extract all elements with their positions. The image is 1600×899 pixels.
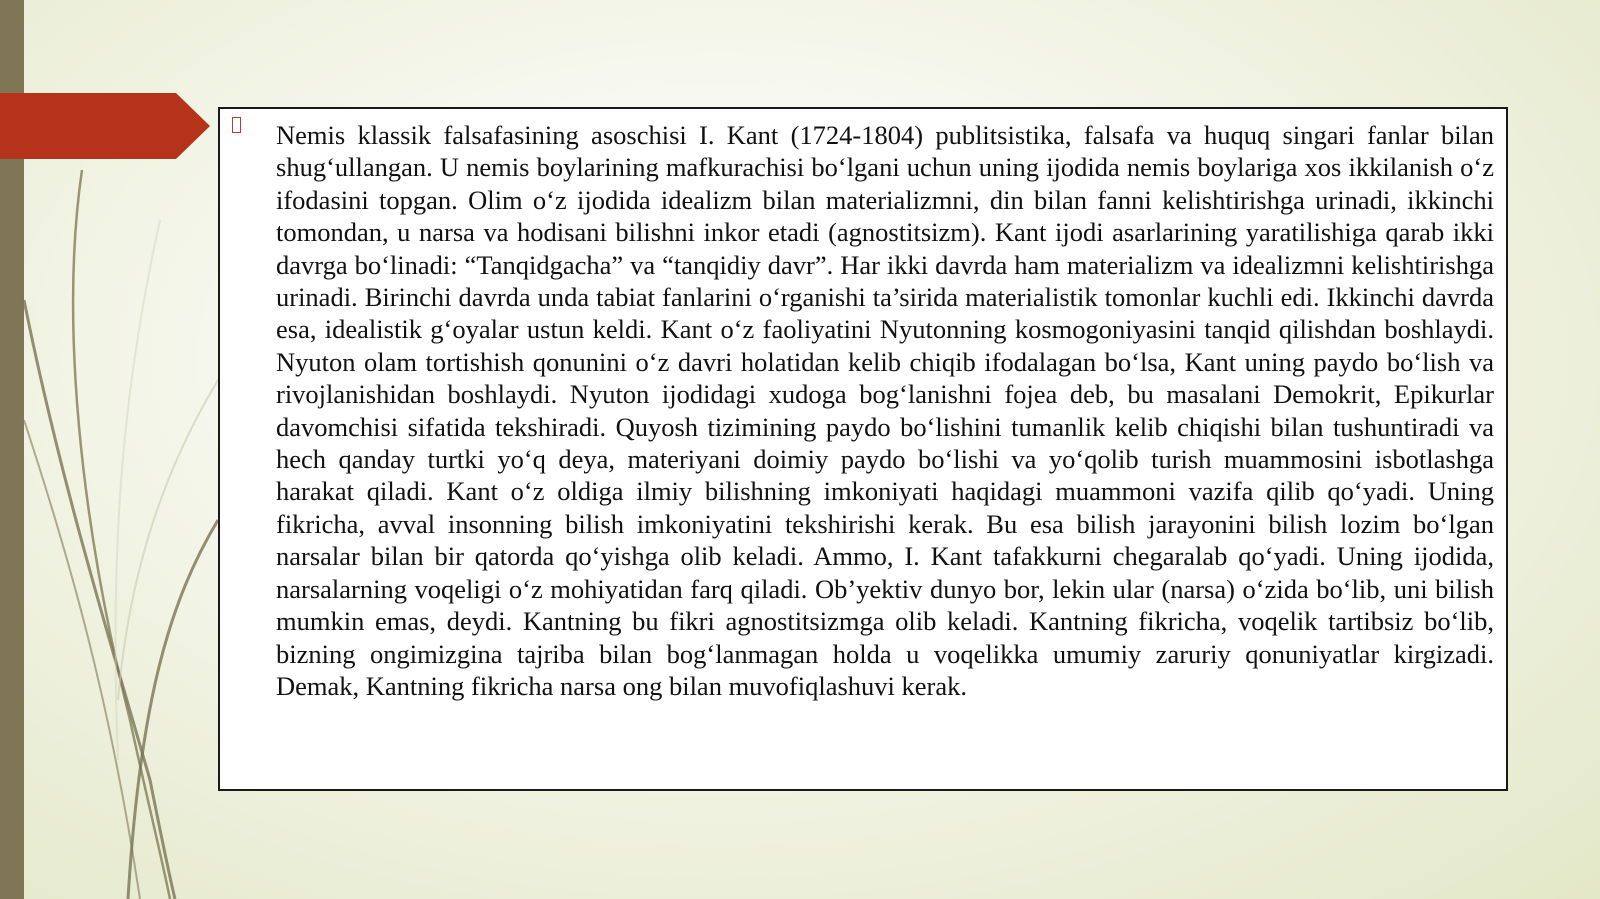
content-text-box [218,107,1508,791]
red-arrow-banner [0,93,210,159]
bullet-icon [232,117,241,133]
body-paragraph: Nemis klassik falsafasining asoschisi I. Kant (1724-1804) publitsistika, falsafa va huquq singari fanlar bilan shug‘ullangan. U nemis boylarining mafkurachisi bo‘lgani uchun uning ijodida nemis boylariga xos ikkilanish o‘z ifodasini topgan. Olim o‘z ijodida idealizm bilan materializmni, din bilan fanni kelishtirishga urinadi, ikkinchi tomondan, u narsa va hodisani bilishni inkor etadi (agnostitsizm). Kant ijodi asarlarining yaratilishiga qarab ikki davrga bo‘linadi: “Tanqidgacha” va “tanqidiy davr”. Har ikki davrda ham materializm va idealizmni kelishtirishga urinadi. Birinchi davrda unda tabiat fanlarini o‘rganishi ta’sirida materialistik tomonlar kuchli edi. Ikkinchi davrda esa, idealistik g‘oyalar ustun keldi. Kant o‘z faoliyatini Nyutonning kosmogoniyasini tanqid qilishdan boshlaydi. Nyuton olam tortishish qonunini o‘z davri holatidan kelib chiqib ifodalagan bo‘lsa, Kant uning paydo bo‘lish va rivojlanishidan boshlaydi. Nyuton ijodidagi xudoga bog‘lanishni fojea deb, bu masalani Demokrit, Epikurlar davomchisi sifatida tekshiradi. Quyosh tizimining paydo bo‘lishini tumanlik kelib chiqishi bilan tushuntiradi va hech qanday turtki yo‘q deya, materiyani doimiy paydo bo‘lishi va yo‘qolib turish muammosini isbotlashga harakat qiladi. Kant o‘z oldiga ilmiy bilishning imkoniyati haqidagi muammoni vazifa qilib qo‘yadi. Uning fikricha, avval insonning bilish imkoniyatini tekshirishi kerak. Bu esa bilish jarayonini bilish lozim bo‘lgan narsalar bilan bir qatorda qo‘yishga olib keladi. Ammo, I. Kant tafakkurni chegaralab qo‘yadi. Uning ijodida, narsalarning voqeligi o‘z mohiyatidan farq qiladi. Ob’yektiv dunyo bor, lekin ular (narsa) o‘zida bo‘lib, uni bilish mumkin emas, deydi. Kantning bu fikri agnostitsizmga olib keladi. Kantning fikricha, voqelik tartibsiz bo‘lib, bizning ongimizgina tajriba bilan bog‘lanmagan holda u voqelikka umumiy zaruriy qonuniyatlar kirgizadi. Demak, Kantning fikricha narsa ong bilan muvofiqlashuvi kerak. [276,120,1494,701]
